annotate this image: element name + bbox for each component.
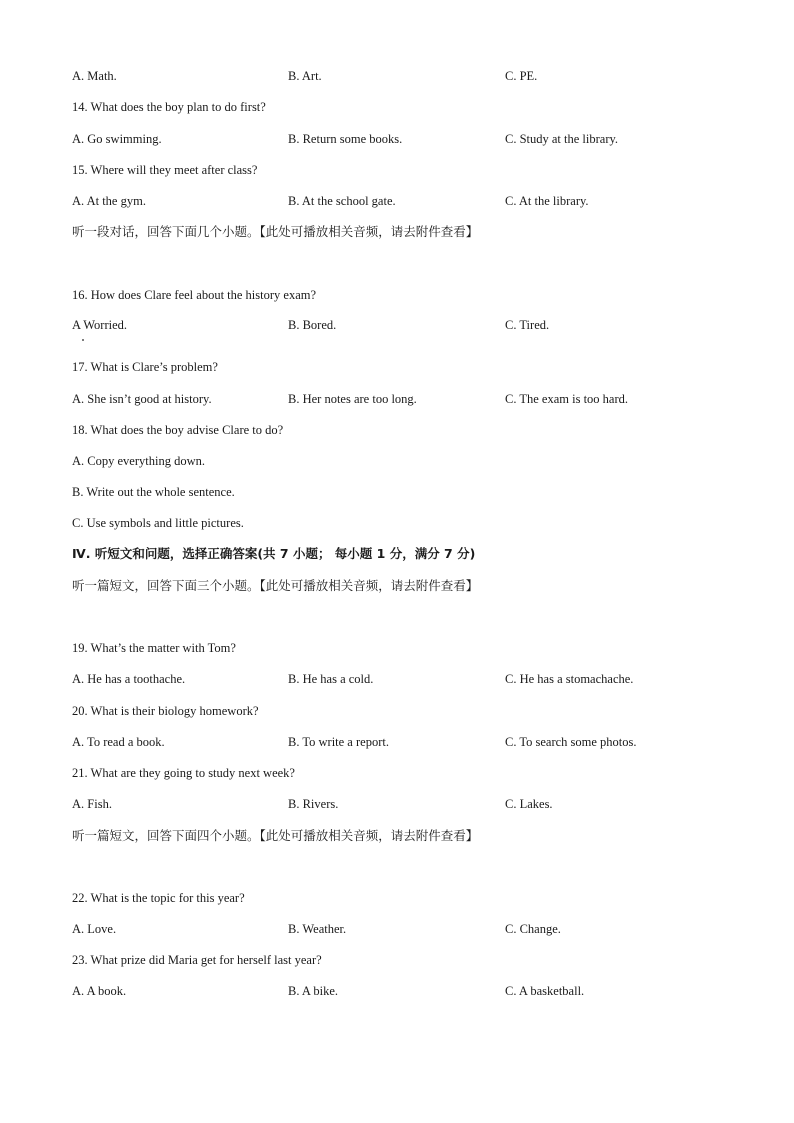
q23-options	[0, 983, 794, 999]
q21-question: 21. What are they going to study next week?	[72, 766, 295, 780]
q19-question: 19. What’s the matter with Tom?	[72, 641, 236, 655]
q13-option-b: B. Art.	[288, 69, 322, 83]
q17-options	[0, 391, 794, 407]
q20-options	[0, 734, 794, 750]
section-4-heading: Ⅳ. 听短文和问题，选择正确答案(共 7 小题； 每小题 1 分，满分 7 分)	[72, 546, 476, 561]
q21-option-b: B. Rivers.	[288, 797, 339, 811]
q15-question: 15. Where will they meet after class?	[72, 163, 258, 177]
q14-option-a: A. Go swimming.	[72, 132, 162, 146]
q19-option-a: A. He has a toothache.	[72, 672, 186, 686]
instruction-passage-2: 听一篇短文，回答下面四个小题。【此处可播放相关音频，请去附件查看】	[72, 828, 479, 843]
q23-option-c: C. A basketball.	[505, 984, 585, 998]
q21-option-c: C. Lakes.	[505, 797, 553, 811]
q14-question: 14. What does the boy plan to do first?	[72, 100, 266, 114]
q20-option-c: C. To search some photos.	[505, 735, 637, 749]
q15-option-c: C. At the library.	[505, 194, 589, 208]
q19-option-b: B. He has a cold.	[288, 672, 374, 686]
q16-question: 16. How does Clare feel about the history exam?	[72, 288, 317, 302]
q20-option-a: A. To read a book.	[72, 735, 165, 749]
q18-question: 18. What does the boy advise Clare to do?	[72, 423, 284, 437]
q20-question: 20. What is their biology homework?	[72, 704, 259, 718]
q22-option-a: A. Love.	[72, 922, 117, 936]
q18-option-c: C. Use symbols and little pictures.	[72, 516, 244, 530]
q22-option-c: C. Change.	[505, 922, 561, 936]
q14-option-c: C. Study at the library.	[505, 132, 619, 146]
q17-option-c: C. The exam is too hard.	[505, 392, 629, 406]
q17-option-a: A. She isn’t good at history.	[72, 392, 212, 406]
q20-option-b: B. To write a report.	[288, 735, 389, 749]
q22-question: 22. What is the topic for this year?	[72, 891, 245, 905]
instruction-dialogue: 听一段对话，回答下面几个小题。【此处可播放相关音频，请去附件查看】	[72, 224, 479, 239]
q23-question: 23. What prize did Maria get for herself last year?	[72, 953, 322, 967]
q23-option-a: A. A book.	[72, 984, 127, 998]
q17-question: 17. What is Clare’s problem?	[72, 360, 218, 374]
q19-option-c: C. He has a stomachache.	[505, 672, 634, 686]
q16-option-b: B. Bored.	[288, 318, 337, 332]
q15-options	[0, 193, 794, 209]
q22-option-b: B. Weather.	[288, 922, 347, 936]
q23-option-b: B. A bike.	[288, 984, 339, 998]
q14-option-b: B. Return some books.	[288, 132, 403, 146]
q19-options	[0, 671, 794, 687]
q16-option-a: A Worried.	[72, 318, 128, 332]
q16-option-c: C. Tired.	[505, 318, 550, 332]
q13-option-c: C. PE.	[505, 69, 538, 83]
q18-option-b: B. Write out the whole sentence.	[72, 485, 235, 499]
instruction-passage-1: 听一篇短文，回答下面三个小题。【此处可播放相关音频，请去附件查看】	[72, 578, 479, 593]
q13-option-a: A. Math.	[72, 69, 117, 83]
q17-option-b: B. Her notes are too long.	[288, 392, 417, 406]
q13-options	[0, 68, 794, 84]
q14-options	[0, 131, 794, 147]
q21-option-a: A. Fish.	[72, 797, 112, 811]
q18-option-a: A. Copy everything down.	[72, 454, 205, 468]
q21-options	[0, 796, 794, 812]
q15-option-a: A. At the gym.	[72, 194, 146, 208]
q16-options	[0, 317, 794, 333]
q22-options	[0, 921, 794, 937]
stray-dot	[82, 339, 84, 341]
q15-option-b: B. At the school gate.	[288, 194, 396, 208]
